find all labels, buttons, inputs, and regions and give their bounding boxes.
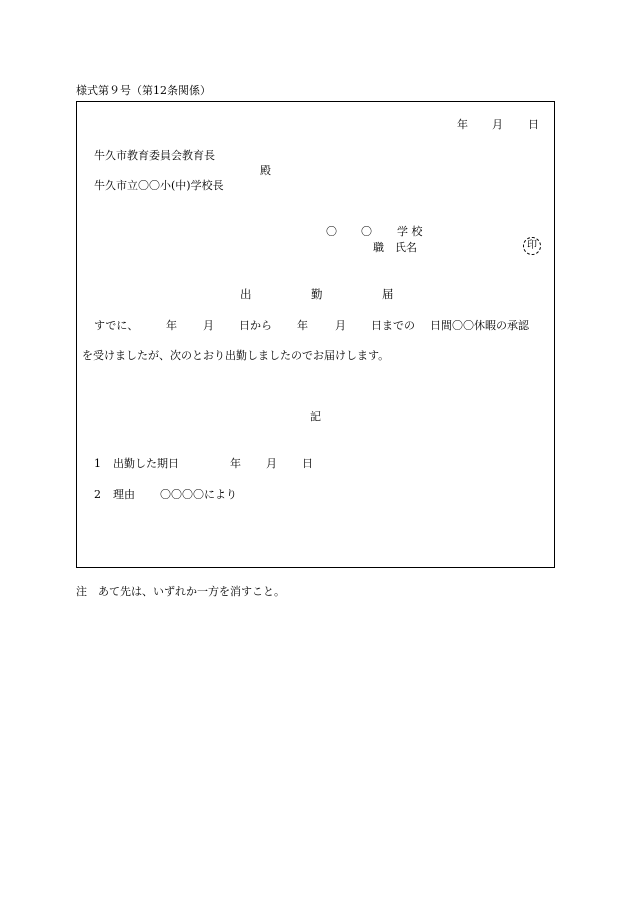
title-char-1: 出 bbox=[240, 287, 252, 301]
item-1-number: 1 bbox=[94, 457, 101, 470]
body-day-from: 日から bbox=[239, 319, 272, 332]
ki-heading: 記 bbox=[310, 410, 321, 423]
date-year-label: 年 bbox=[457, 118, 468, 131]
body-line-2: を受けましたが、次のとおり出勤しましたのでお届けします。 bbox=[82, 349, 390, 362]
body-year-2: 年 bbox=[297, 319, 308, 332]
position-name-label: 職 氏名 bbox=[373, 241, 417, 254]
title-char-2: 勤 bbox=[311, 287, 323, 301]
footnote: 注 あて先は、いずれか一方を消すこと。 bbox=[76, 585, 285, 598]
item-2-value: 〇〇〇〇により bbox=[160, 488, 237, 501]
item-1-month: 月 bbox=[266, 457, 277, 470]
body-month-1: 月 bbox=[203, 319, 214, 332]
school-name-placeholder-1: 〇 bbox=[326, 225, 337, 238]
seal-stamp-icon: 印 bbox=[523, 237, 541, 255]
item-1-label: 出勤した期日 bbox=[113, 457, 179, 470]
body-month-2: 月 bbox=[335, 319, 346, 332]
date-month-label: 月 bbox=[492, 118, 503, 131]
form-number-label: 様式第９号（第12条関係） bbox=[76, 84, 211, 97]
item-2-label: 理由 bbox=[113, 488, 135, 501]
attendance-notice-form bbox=[76, 101, 555, 568]
body-intro: すでに、 bbox=[94, 319, 139, 332]
item-1-day: 日 bbox=[302, 457, 313, 470]
item-1-year: 年 bbox=[230, 457, 241, 470]
school-label: 学 校 bbox=[397, 225, 423, 238]
body-year-1: 年 bbox=[166, 319, 177, 332]
addressee-honorific: 殿 bbox=[260, 164, 271, 177]
title-char-3: 届 bbox=[382, 287, 394, 301]
item-2-number: 2 bbox=[94, 488, 101, 501]
body-leave-description: 日間〇〇休暇の承認 bbox=[430, 319, 529, 332]
school-name-placeholder-2: 〇 bbox=[361, 225, 372, 238]
addressee-principal: 牛久市立〇〇小(中)学校長 bbox=[94, 179, 224, 192]
body-day-until: 日までの bbox=[371, 319, 415, 332]
date-day-label: 日 bbox=[528, 118, 539, 131]
addressee-superintendent: 牛久市教育委員会教育長 bbox=[94, 149, 215, 162]
